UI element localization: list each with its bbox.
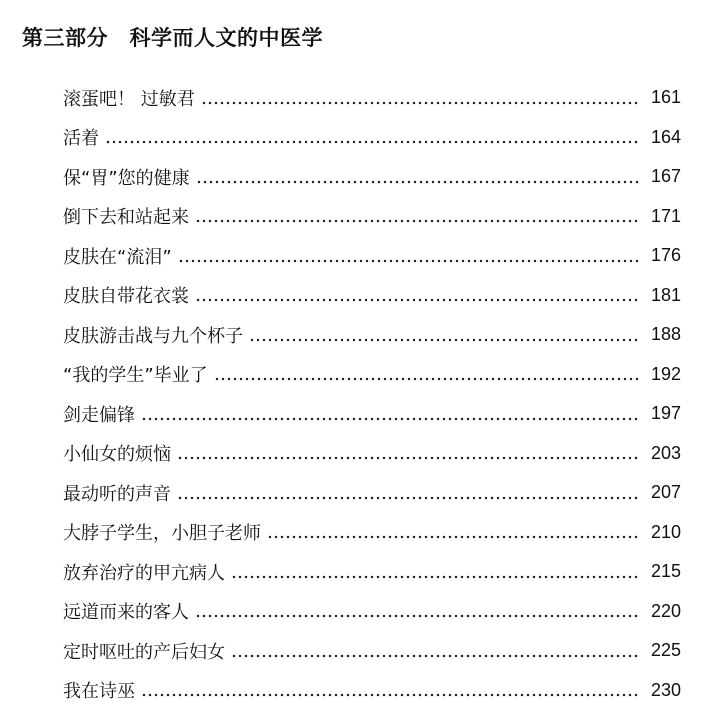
toc-entry-title: 滚蛋吧！ 过敏君: [63, 85, 201, 111]
toc-entry-title: 大脖子学生，小胆子老师: [63, 519, 267, 545]
dot-leader: [177, 484, 639, 502]
toc-entry-page: 181: [649, 285, 681, 306]
dot-leader: [231, 563, 639, 581]
toc-entry-page: 161: [649, 87, 681, 108]
toc-entry-title: 皮肤游击战与九个杯子: [63, 322, 249, 348]
dot-leader: [214, 365, 639, 383]
toc-entry-page: 164: [649, 127, 681, 148]
toc-entry-title: 倒下去和站起来: [63, 203, 195, 229]
dot-leader: [249, 326, 639, 344]
toc-entry-page: 207: [649, 482, 681, 503]
toc-entry-title: 保“胃”您的健康: [63, 164, 196, 190]
dot-leader: [141, 405, 639, 423]
toc-entry[interactable]: [63, 434, 681, 474]
toc-entry-page: 192: [649, 364, 681, 385]
table-of-contents: [63, 78, 681, 710]
toc-entry-title: 小仙女的烦恼: [63, 440, 177, 466]
toc-entry[interactable]: [63, 671, 681, 710]
toc-entry[interactable]: [63, 473, 681, 513]
toc-entry-title: 放弃治疗的甲亢病人: [63, 559, 231, 585]
dot-leader: [231, 642, 639, 660]
toc-entry[interactable]: [63, 197, 681, 237]
toc-entry[interactable]: [63, 157, 681, 197]
toc-entry-title: 远道而来的客人: [63, 598, 195, 624]
toc-entry-title: 剑走偏锋: [63, 401, 141, 427]
toc-entry-page: 225: [649, 640, 681, 661]
toc-entry-page: 215: [649, 561, 681, 582]
dot-leader: [195, 207, 639, 225]
toc-entry-page: 230: [649, 680, 681, 701]
dot-leader: [201, 89, 639, 107]
toc-entry-title: 皮肤在“流泪”: [63, 243, 178, 269]
toc-entry[interactable]: [63, 78, 681, 118]
toc-entry[interactable]: [63, 236, 681, 276]
toc-entry-title: 定时呕吐的产后妇女: [63, 638, 231, 664]
dot-leader: [141, 681, 639, 699]
toc-entry-page: 203: [649, 443, 681, 464]
toc-entry-page: 167: [649, 166, 681, 187]
toc-entry-title: 皮肤自带花衣裳: [63, 282, 195, 308]
toc-entry-title: 最动听的声音: [63, 480, 177, 506]
toc-entry[interactable]: [63, 118, 681, 158]
toc-entry-page: 171: [649, 206, 681, 227]
toc-entry-page: 220: [649, 601, 681, 622]
toc-entry[interactable]: [63, 394, 681, 434]
toc-entry-page: 210: [649, 522, 681, 543]
section-title: 第三部分 科学而人文的中医学: [22, 22, 323, 52]
toc-entry[interactable]: [63, 315, 681, 355]
toc-entry-title: 我在诗巫: [63, 677, 141, 703]
dot-leader: [178, 247, 639, 265]
toc-entry-title: 活着: [63, 124, 105, 150]
dot-leader: [195, 602, 639, 620]
dot-leader: [177, 444, 639, 462]
dot-leader: [196, 168, 639, 186]
toc-entry-page: 188: [649, 324, 681, 345]
toc-entry[interactable]: [63, 276, 681, 316]
toc-entry[interactable]: [63, 552, 681, 592]
toc-entry[interactable]: [63, 513, 681, 553]
toc-entry[interactable]: [63, 592, 681, 632]
toc-entry-page: 197: [649, 403, 681, 424]
dot-leader: [195, 286, 639, 304]
toc-entry[interactable]: [63, 355, 681, 395]
dot-leader: [267, 523, 639, 541]
toc-entry[interactable]: [63, 631, 681, 671]
dot-leader: [105, 128, 639, 146]
toc-entry-title: “我的学生”毕业了: [63, 361, 214, 387]
toc-entry-page: 176: [649, 245, 681, 266]
